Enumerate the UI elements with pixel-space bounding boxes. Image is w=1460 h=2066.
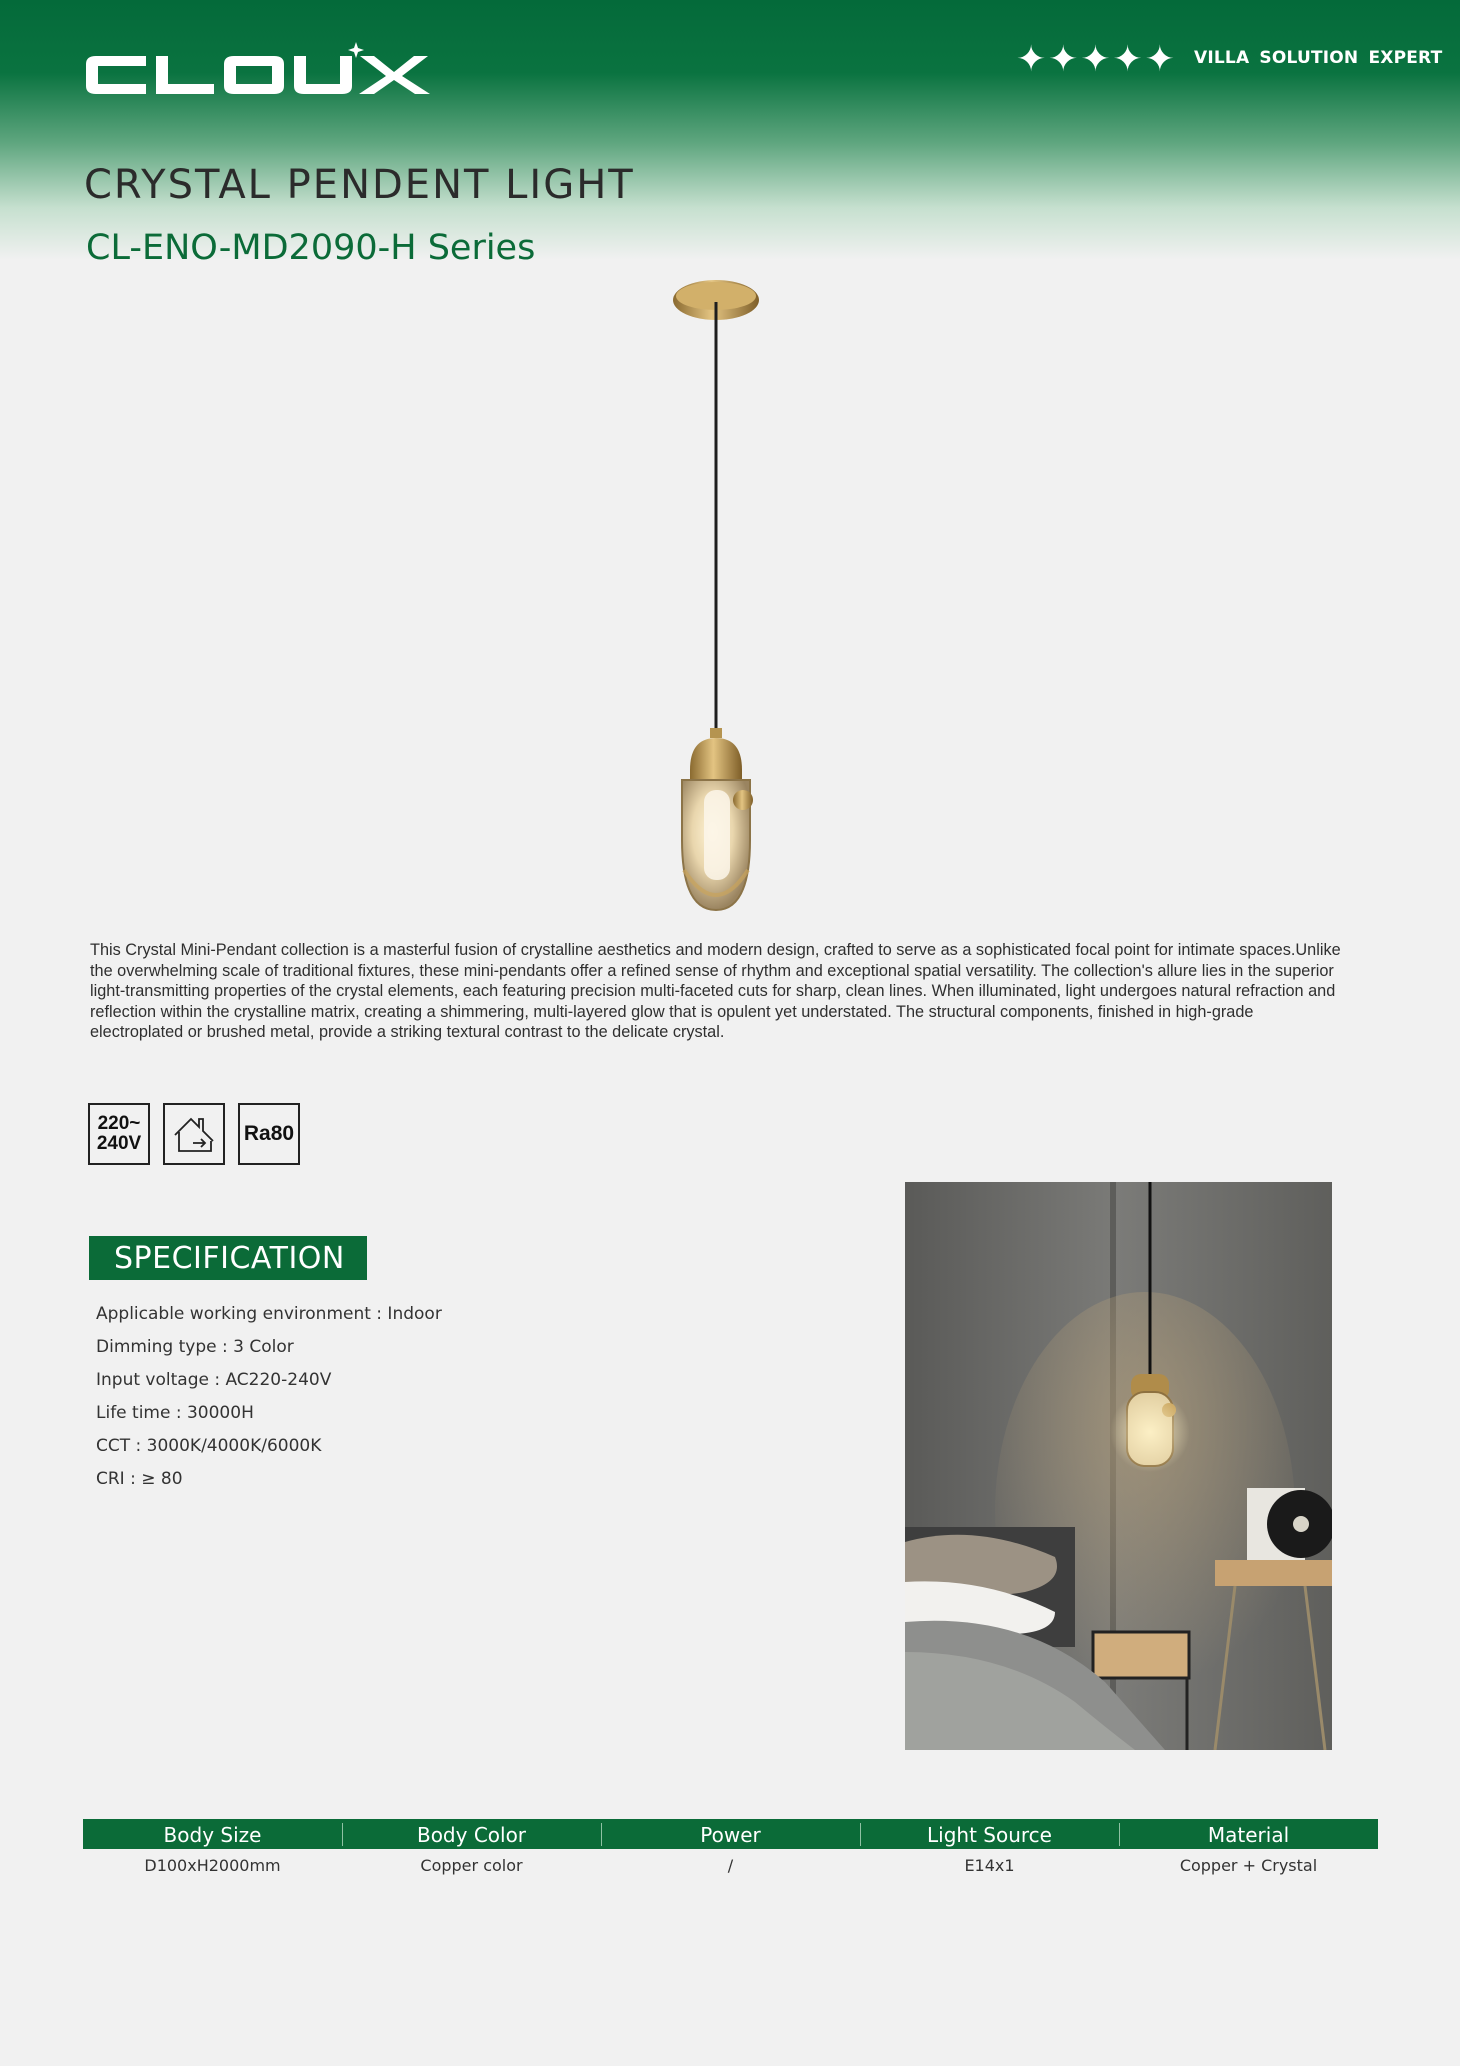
product-spec-table [83,1819,1378,1883]
table-header-cell: Body Color [342,1819,601,1849]
spec-item: Life time : 30000H [96,1403,254,1423]
product-title: CRYSTAL PENDENT LIGHT [84,162,635,208]
spec-item: Input voltage : AC220-240V [96,1370,332,1390]
specification-header: SPECIFICATION [89,1236,367,1280]
table-cell: D100xH2000mm [144,1856,281,1875]
star-icon: ✦ [1048,39,1079,80]
table-cell: Copper color [420,1856,523,1875]
specification-list [96,1302,442,1500]
table-cell: / [727,1856,734,1875]
pendant-light-image [640,270,800,920]
voltage-badge-line1: 220~ [97,1113,141,1134]
table-header-cell: Material [1119,1819,1378,1849]
table-row [83,1849,1378,1883]
feature-badges [88,1103,300,1165]
rating-stars [1016,40,1175,80]
product-series: CL-ENO-MD2090-H Series [86,228,536,268]
table-cell: Copper + Crystal [1179,1856,1318,1875]
product-description: This Crystal Mini-Pendant collection is a masterful fusion of crystalline aesthetics and modern design, crafted to serve as a sophisticated focal point for intimate spaces.Unlike the overwhelming scale of traditional fixtures, these mini-pendants offer a refined sense of rhythm and exceptional spatial versatility. The collection's allure lies in the superior light-transmitting properties of the crystal elements, each featuring precision multi-faceted cuts for sharp, clean lines. When illuminated, light undergoes natural refraction and reflection within the crystalline matrix, creating a shimmering, multi-layered glow that is opulent yet understated. The structural components, finished in high-grade electroplated or brushed metal, provide a striking textural contrast to the delicate crystal. [90,941,1341,1042]
voltage-badge-line2: 240V [96,1133,142,1154]
table-header-cell: Body Size [163,1823,262,1847]
indoor-house-icon [163,1103,225,1165]
table-header-cell: Power [601,1819,860,1849]
table-header-row [83,1819,1378,1849]
spec-item: Applicable working environment : Indoor [96,1304,442,1324]
table-cell: E14x1 [964,1856,1015,1875]
star-icon: ✦ [1080,39,1111,80]
star-icon: ✦ [1112,39,1143,80]
spec-item: CCT : 3000K/4000K/6000K [96,1436,322,1456]
spec-item: CRI : ≥ 80 [96,1469,183,1489]
cri-badge: Ra80 [238,1103,300,1165]
bedroom-scene-image [905,1182,1332,1750]
brand-tagline: VILLA SOLUTION EXPERT [1194,48,1443,68]
voltage-badge [88,1103,150,1165]
table-header-cell: Light Source [860,1819,1119,1849]
spec-item: Dimming type : 3 Color [96,1337,294,1357]
cloux-logo [84,42,436,104]
star-icon: ✦ [1144,39,1175,80]
star-icon: ✦ [1016,39,1047,80]
header-banner [0,0,1460,260]
